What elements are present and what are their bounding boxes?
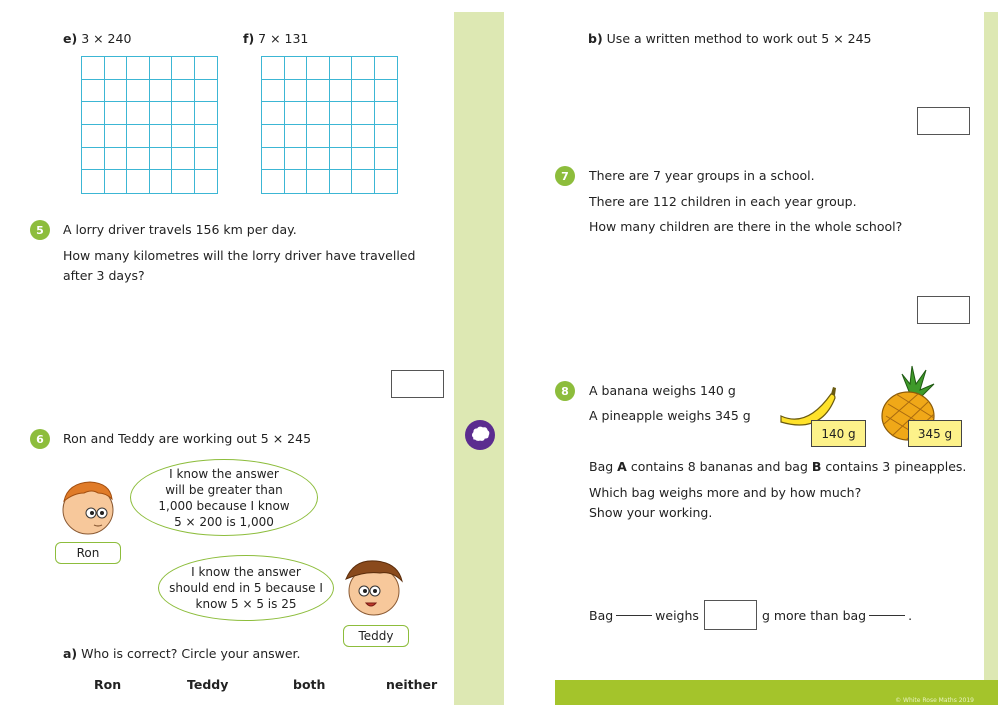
option-teddy[interactable]: Teddy bbox=[187, 677, 229, 692]
bag-blank-2[interactable] bbox=[869, 615, 905, 616]
margin-strip-left bbox=[454, 12, 504, 705]
option-ron[interactable]: Ron bbox=[94, 677, 122, 692]
q7-line3: How many children are there in the whole school? bbox=[589, 219, 903, 234]
q5-line2: How many kilometres will the lorry driver have travelled bbox=[63, 248, 416, 263]
working-grid-e[interactable] bbox=[81, 56, 218, 194]
footer-bar: © White Rose Maths 2019 bbox=[555, 680, 998, 705]
bag-blank-1[interactable] bbox=[616, 615, 652, 616]
question-number-8: 8 bbox=[555, 381, 575, 401]
question-6b: b) Use a written method to work out 5 × 245 bbox=[588, 31, 872, 46]
margin-strip-right bbox=[984, 12, 998, 705]
q8-line3: Bag A contains 8 bananas and bag B contains 3 pineapples. bbox=[589, 459, 967, 474]
q6a-prompt: a) Who is correct? Circle your answer. bbox=[63, 646, 301, 661]
question-f: f) 7 × 131 bbox=[243, 31, 309, 46]
option-both[interactable]: both bbox=[293, 677, 326, 692]
q7-line1: There are 7 year groups in a school. bbox=[589, 168, 815, 183]
ron-name-tag: Ron bbox=[55, 542, 121, 564]
q8-line1: A banana weighs 140 g bbox=[589, 383, 736, 398]
q5-line3: after 3 days? bbox=[63, 268, 145, 283]
q8-line2: A pineapple weighs 345 g bbox=[589, 408, 751, 423]
q6-intro: Ron and Teddy are working out 5 × 245 bbox=[63, 431, 312, 446]
q8-answer-box[interactable] bbox=[704, 600, 757, 630]
brain-icon bbox=[464, 419, 496, 451]
question-number-7: 7 bbox=[555, 166, 575, 186]
q5-line1: A lorry driver travels 156 km per day. bbox=[63, 222, 297, 237]
question-number-6: 6 bbox=[30, 429, 50, 449]
q8-line4: Which bag weighs more and by how much? bbox=[589, 485, 862, 500]
q8-answer-sentence: Bag weighs g more than bag . bbox=[589, 600, 912, 630]
q7-line2: There are 112 children in each year group. bbox=[589, 194, 857, 209]
teddy-speech-bubble: I know the answer should end in 5 because I know 5 × 5 is 25 bbox=[158, 555, 334, 621]
q8-line5: Show your working. bbox=[589, 505, 713, 520]
banana-weight-label: 140 g bbox=[811, 420, 866, 447]
question-e: e) 3 × 240 bbox=[63, 31, 132, 46]
option-neither[interactable]: neither bbox=[386, 677, 438, 692]
teddy-name-tag: Teddy bbox=[343, 625, 409, 647]
ron-character bbox=[54, 479, 122, 537]
q7-answer-box[interactable] bbox=[917, 296, 970, 324]
q6b-answer-box[interactable] bbox=[917, 107, 970, 135]
question-number-5: 5 bbox=[30, 220, 50, 240]
working-grid-f[interactable] bbox=[261, 56, 398, 194]
q5-answer-box[interactable] bbox=[391, 370, 444, 398]
ron-speech-bubble: I know the answer will be greater than 1,000 because I know 5 × 200 is 1,000 bbox=[130, 459, 318, 536]
pineapple-weight-label: 345 g bbox=[908, 420, 962, 447]
teddy-character bbox=[340, 557, 408, 619]
